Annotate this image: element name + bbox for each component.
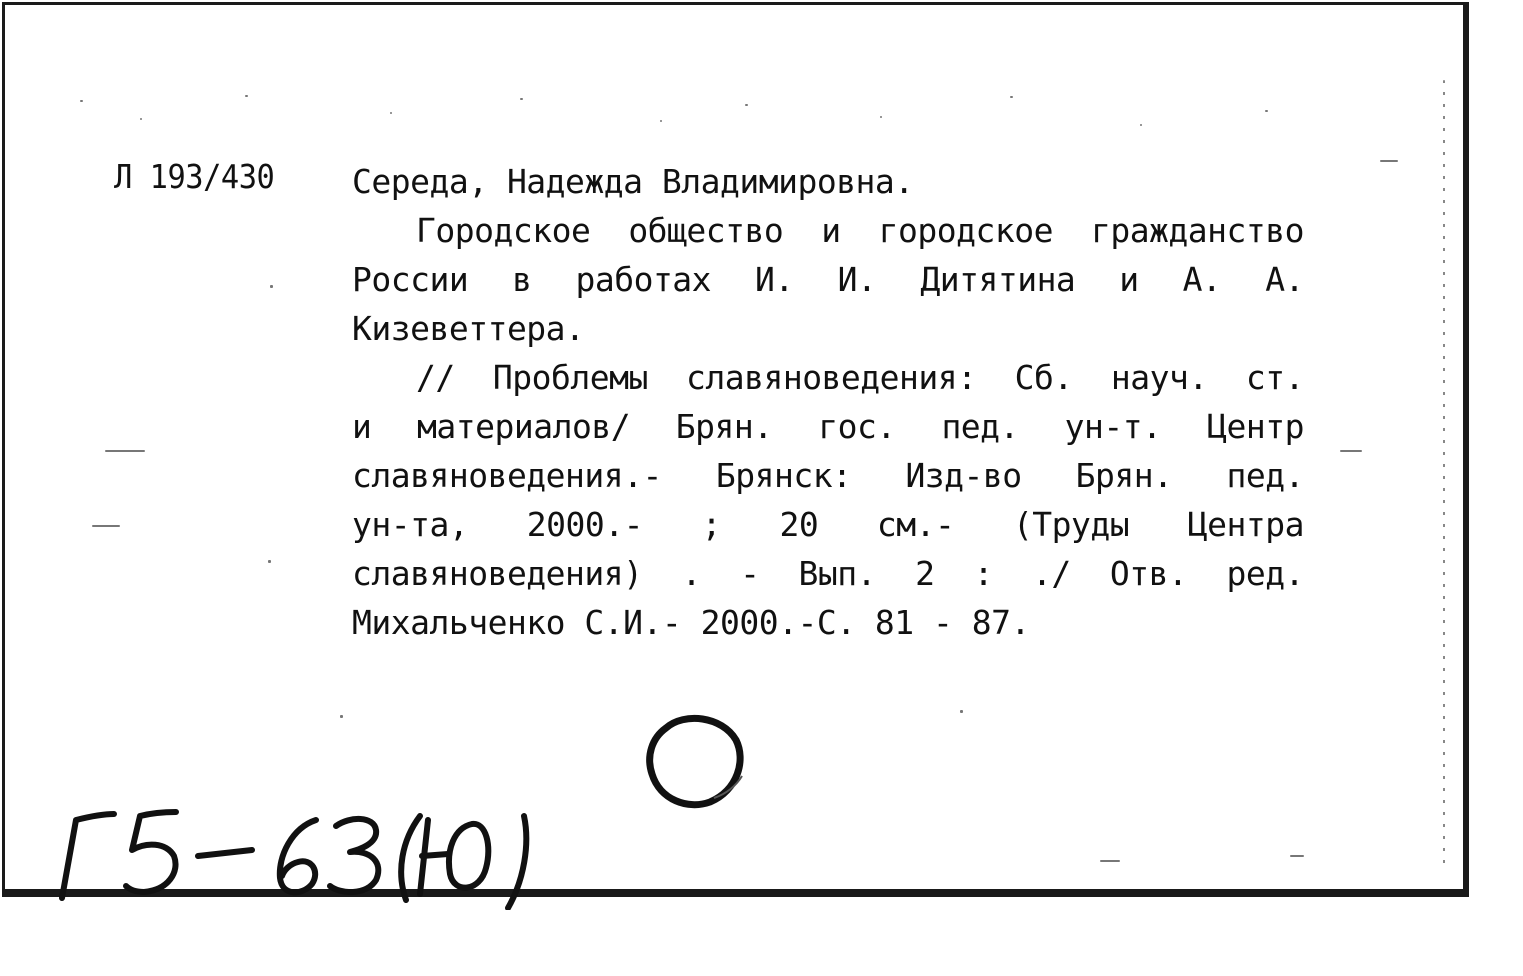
- word: Сб.: [1014, 358, 1073, 397]
- word: -: [740, 554, 760, 593]
- word: городское: [878, 211, 1053, 250]
- word: Дитятина: [920, 260, 1076, 299]
- source-line-6: Михальченко С.И.- 2000.-С. 81 - 87.: [352, 603, 1030, 642]
- word: пед.: [1226, 456, 1304, 495]
- word: 2: [915, 554, 935, 593]
- word: Вып.: [798, 554, 877, 593]
- word: //: [416, 358, 455, 397]
- word: гражданство: [1090, 211, 1304, 250]
- word: см.-: [876, 505, 955, 544]
- word: ;: [701, 505, 721, 544]
- word: работах: [575, 260, 712, 299]
- source-line-2: [352, 402, 1304, 451]
- word: и: [1119, 260, 1139, 299]
- source-line-4: [352, 500, 1304, 549]
- word: ун-та,: [352, 505, 469, 544]
- title-line-1: [352, 206, 1304, 255]
- word: пед.: [941, 407, 1019, 446]
- title-line-2: [352, 255, 1304, 304]
- word: Брян.: [1075, 456, 1173, 495]
- word: Центр: [1207, 407, 1304, 446]
- word: Проблемы: [492, 358, 648, 397]
- word: А.: [1182, 260, 1222, 299]
- source-line-3: [352, 451, 1304, 500]
- source-line-1: [352, 353, 1304, 402]
- word: науч.: [1110, 358, 1208, 397]
- word: Отв.: [1109, 554, 1188, 593]
- word: Изд-во: [905, 456, 1022, 495]
- word: 2000.-: [526, 505, 644, 544]
- word: и: [352, 407, 372, 446]
- word: ст.: [1245, 358, 1304, 397]
- title-line-3: Кизеветтера.: [352, 309, 585, 348]
- shelf-mark: Л 193/430: [114, 157, 275, 196]
- word: славяноведения:: [685, 358, 977, 397]
- word: ун-т.: [1064, 407, 1162, 446]
- punch-hole-icon: [644, 710, 744, 810]
- word: Городское: [416, 211, 591, 250]
- word: :: [973, 554, 993, 593]
- word: И.: [837, 260, 877, 299]
- author-line: Середа, Надежда Владимировна.: [352, 162, 914, 201]
- word: России: [352, 260, 469, 299]
- word: Брян.: [675, 407, 773, 446]
- word: общество: [628, 211, 784, 250]
- word: Брянск:: [715, 456, 852, 495]
- word: А.: [1265, 260, 1304, 299]
- source-line-5: [352, 549, 1304, 598]
- bibliographic-entry: [352, 157, 1304, 647]
- word: И.: [754, 260, 794, 299]
- word: (Труды: [1012, 505, 1130, 544]
- word: материалов/: [417, 407, 631, 446]
- word: славяноведения): [352, 554, 643, 593]
- word: 20: [779, 505, 819, 544]
- word: в: [512, 260, 532, 299]
- word: ред.: [1226, 554, 1304, 593]
- handwritten-code: [50, 796, 431, 886]
- word: ./: [1032, 554, 1071, 593]
- word: .: [681, 554, 701, 593]
- word: Центра: [1187, 505, 1304, 544]
- word: гос.: [818, 407, 896, 446]
- word: славяноведения.-: [352, 456, 662, 495]
- word: и: [821, 211, 841, 250]
